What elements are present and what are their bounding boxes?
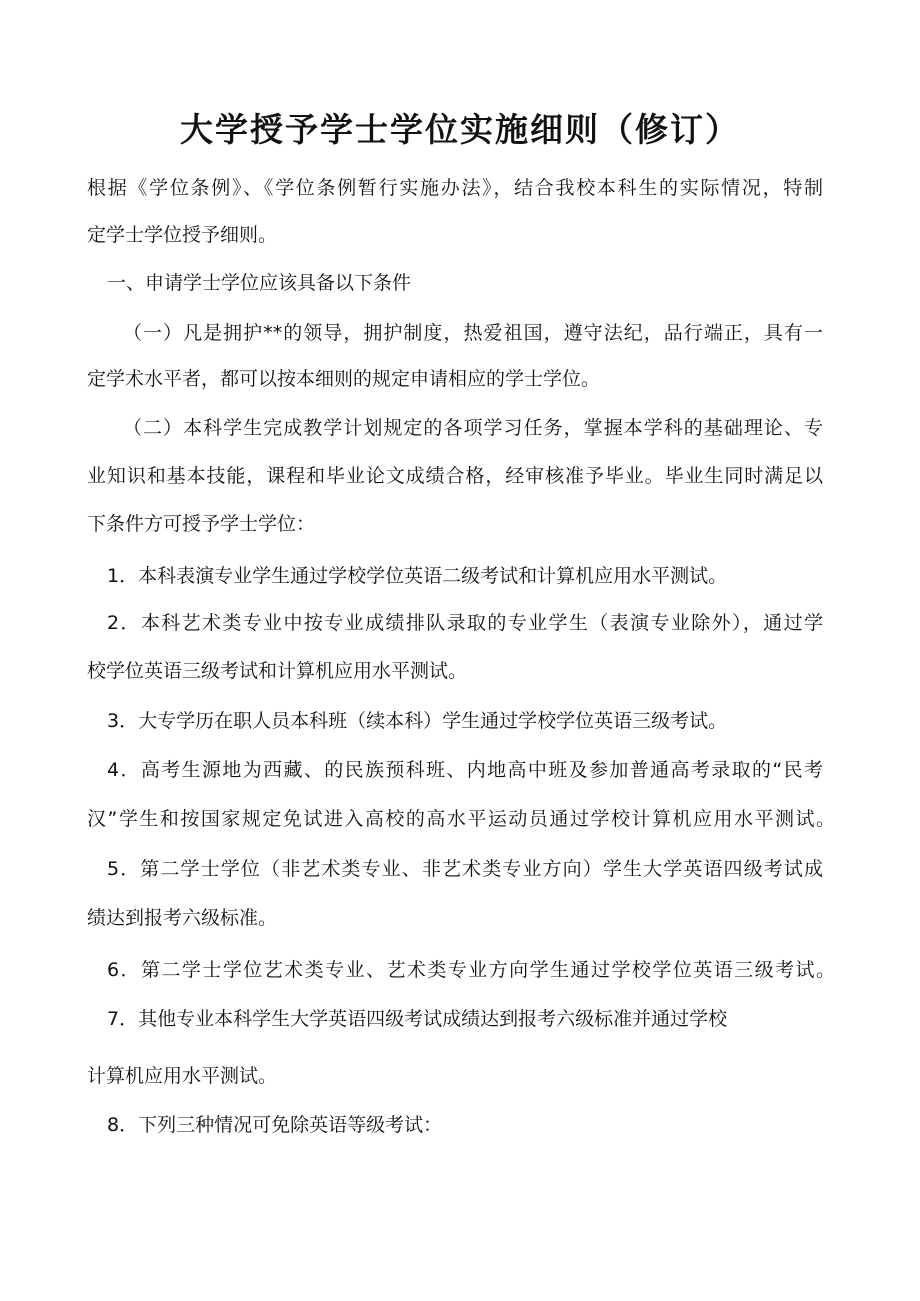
list-item: 8．下列三种情况可免除英语等级考试： <box>107 1114 443 1136</box>
document-title: 大学授予学士学位实施细则（修订） <box>180 110 740 149</box>
list-item: 6．第二学士学位艺术类专业、艺术类专业方向学生通过学校学位英语三级考试。 <box>107 959 835 981</box>
paragraph-line: 定学士学位授予细则。 <box>87 224 278 246</box>
paragraph-line: （二）本科学生完成教学计划规定的各项学习任务，掌握本学科的基础理论、专 <box>123 417 823 439</box>
paragraph-line: （一）凡是拥护**的领导，拥护制度，热爱祖国，遵守法纪，品行端正，具有一 <box>123 322 823 344</box>
list-item: 4．高考生源地为西藏、的民族预科班、内地高中班及参加普通高考录取的“民考 <box>107 759 823 781</box>
paragraph-line: 汉”学生和按国家规定免试进入高校的高水平运动员通过学校计算机应用水平测试。 <box>87 808 835 830</box>
list-item: 7．其他专业本科学生大学英语四级考试成绩达到报考六级标准并通过学校 <box>107 1008 728 1030</box>
paragraph-line: 绩达到报考六级标准。 <box>87 907 278 929</box>
paragraph-line: 业知识和基本技能，课程和毕业论文成绩合格，经审核准予毕业。毕业生同时满足以 <box>87 465 823 487</box>
paragraph-line: 根据《学位条例》、《学位条例暂行实施办法》，结合我校本科生的实际情况，特制 <box>87 177 823 199</box>
paragraph-line: 计算机应用水平测试。 <box>87 1065 278 1087</box>
list-item: 5．第二学士学位（非艺术类专业、非艺术类专业方向）学生大学英语四级考试成 <box>107 858 823 880</box>
paragraph-line: 校学位英语三级考试和计算机应用水平测试。 <box>87 660 468 682</box>
list-item: 1．本科表演专业学生通过学校学位英语二级考试和计算机应用水平测试。 <box>107 565 728 587</box>
paragraph-line: 定学术水平者，都可以按本细则的规定申请相应的学士学位。 <box>87 368 601 390</box>
list-item: 3．大专学历在职人员本科班（续本科）学生通过学校学位英语三级考试。 <box>107 710 728 732</box>
section-heading: 一、申请学士学位应该具备以下条件 <box>107 272 412 294</box>
list-item: 2．本科艺术类专业中按专业成绩排队录取的专业学生（表演专业除外），通过学 <box>107 612 823 634</box>
paragraph-line: 下条件方可授予学士学位： <box>87 513 316 535</box>
